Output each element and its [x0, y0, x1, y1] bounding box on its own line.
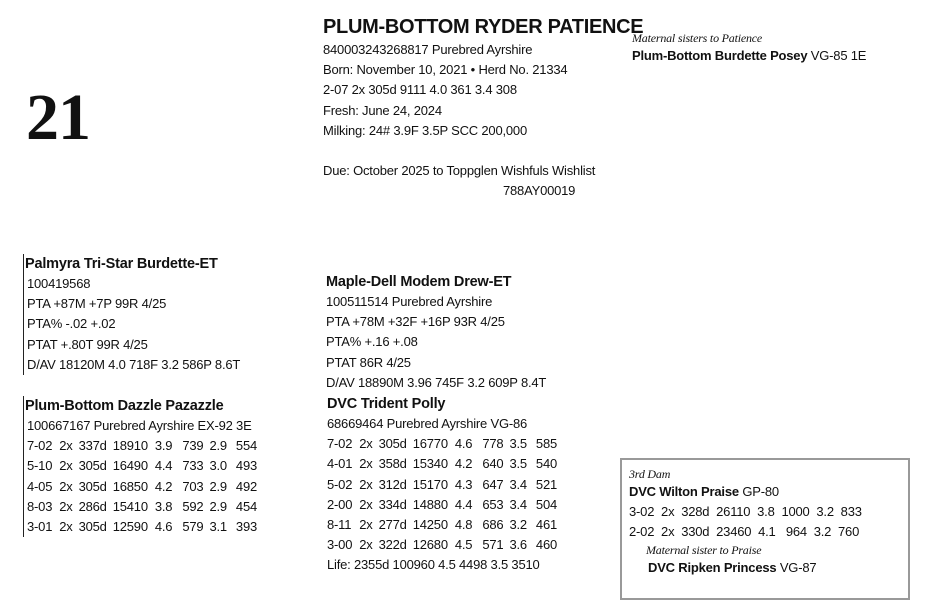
record-cell: 3.4 — [509, 476, 527, 492]
record-cell: 640 — [482, 456, 504, 472]
record-cell: 7-02 — [327, 436, 353, 452]
record-cell: 14250 — [412, 517, 448, 533]
dam-block — [23, 396, 257, 537]
record-cell: 460 — [535, 537, 558, 553]
record-cell: 4.6 — [154, 519, 173, 535]
maternal-sister-name: Plum-Bottom Burdette Posey — [632, 48, 808, 63]
dams-dam-record-row — [327, 454, 557, 474]
record-cell: 305d — [78, 478, 107, 494]
dams-dam-name: DVC Trident Polly — [327, 396, 446, 412]
record-cell: 4.8 — [454, 517, 473, 533]
record-cell: 2x — [59, 478, 73, 494]
dam-record-row — [27, 456, 257, 476]
dams-dam-record-row — [327, 495, 557, 515]
sire-name: Palmyra Tri-Star Burdette-ET — [25, 256, 218, 272]
record-cell: 2-00 — [327, 496, 353, 512]
record-cell: 4.2 — [454, 456, 473, 472]
animal-record: 2-07 2x 305d 9111 4.0 361 3.4 308 — [323, 82, 517, 98]
animal-born: Born: November 10, 2021 • Herd No. 21334 — [323, 62, 568, 78]
record-cell: 4-01 — [327, 456, 353, 472]
animal-info — [323, 14, 644, 201]
animal-name: PLUM-BOTTOM RYDER PATIENCE — [323, 16, 644, 38]
record-cell: 554 — [235, 438, 258, 454]
record-cell: 15170 — [412, 476, 448, 492]
record-cell: 5-10 — [27, 458, 53, 474]
record-cell: 733 — [182, 458, 204, 474]
record-cell: 3.4 — [509, 496, 527, 512]
record-cell: 8-03 — [27, 498, 53, 514]
record-cell: 521 — [535, 476, 558, 492]
record-cell: 3.5 — [509, 456, 527, 472]
dams-dam-record-row — [327, 434, 557, 454]
sire-line: PTA +87M +7P 99R 4/25 — [27, 296, 167, 312]
dams-dam-record-row — [327, 515, 557, 535]
animal-fresh: Fresh: June 24, 2024 — [323, 102, 442, 118]
dams-sire-block — [326, 272, 546, 393]
dams-sire-line: PTA +78M +32F +16P 93R 4/25 — [326, 314, 505, 330]
record-cell: 2x — [359, 496, 373, 512]
record-cell: 3.9 — [154, 438, 173, 454]
record-cell: 2x — [59, 458, 73, 474]
dam-registration: 100667167 Purebred Ayrshire EX-92 3E — [27, 418, 252, 433]
dams-sire-line: PTA% +.16 +.08 — [326, 334, 418, 350]
dams-dam-record-row — [327, 535, 557, 555]
record-cell: 493 — [235, 458, 258, 474]
record-cell: 16490 — [112, 458, 148, 474]
record-cell: 2.9 — [209, 438, 227, 454]
dams-dam-registration: 68669464 Purebred Ayrshire VG-86 — [327, 416, 528, 431]
record-cell: 739 — [182, 438, 204, 454]
record-cell: 454 — [235, 498, 258, 514]
record-cell: 2.9 — [209, 498, 227, 514]
record-cell: 12590 — [112, 519, 148, 535]
maternal-sisters — [632, 30, 866, 66]
record-cell: 2x — [359, 517, 373, 533]
record-cell: 3.0 — [209, 458, 227, 474]
dam-records-table — [27, 436, 257, 537]
animal-registration: 840003243268817 Purebred Ayrshire — [323, 42, 533, 57]
third-dam-name: DVC Wilton Praise — [629, 484, 739, 499]
dam-record-row — [27, 477, 257, 497]
dams-dam-records-table — [327, 434, 557, 555]
due-sire-code: 788AY00019 — [503, 183, 576, 199]
sire-block — [23, 254, 240, 375]
record-cell: 7-02 — [27, 438, 53, 454]
record-cell: 571 — [482, 537, 504, 553]
dam-record-row — [27, 497, 257, 517]
record-cell: 4.5 — [454, 537, 473, 553]
lot-number: 21 — [26, 81, 90, 154]
record-cell: 5-02 — [327, 476, 353, 492]
record-cell: 4.4 — [454, 496, 473, 512]
dam-name: Plum-Bottom Dazzle Pazazzle — [25, 398, 224, 414]
record-cell: 585 — [535, 436, 558, 452]
animal-milking: Milking: 24# 3.9F 3.5P SCC 200,000 — [323, 122, 527, 138]
record-cell: 3.8 — [154, 498, 173, 514]
spacer — [323, 141, 613, 161]
record-cell: 18910 — [112, 438, 148, 454]
record-cell: 3-00 — [327, 537, 353, 553]
record-cell: 647 — [482, 476, 504, 492]
record-cell: 2x — [359, 456, 373, 472]
record-cell: 337d — [78, 438, 107, 454]
record-cell: 3.5 — [509, 436, 527, 452]
record-cell: 2x — [359, 436, 373, 452]
record-cell: 4.4 — [154, 458, 173, 474]
dams-sire-line: D/AV 18890M 3.96 745F 3.2 609P 8.4T — [326, 374, 547, 390]
record-cell: 15340 — [412, 456, 448, 472]
sire-line: 100419568 — [27, 276, 91, 291]
record-cell: 540 — [535, 456, 558, 472]
record-cell: 15410 — [112, 498, 148, 514]
record-cell: 2x — [59, 519, 73, 535]
record-cell: 592 — [182, 498, 204, 514]
third-dam-box — [620, 458, 910, 600]
third-dam-sister-classification: VG-87 — [776, 560, 817, 575]
third-dam-caption: 3rd Dam — [629, 467, 671, 481]
record-cell: 2x — [59, 498, 73, 514]
record-cell: 277d — [378, 517, 407, 533]
third-dam-classification: GP-80 — [738, 484, 779, 499]
record-cell: 579 — [182, 519, 204, 535]
record-cell: 3.2 — [509, 517, 527, 533]
sire-line: PTAT +.80T 99R 4/25 — [27, 336, 148, 352]
dams-dam-record-row — [327, 475, 557, 495]
dams-sire-line: 100511514 Purebred Ayrshire — [326, 294, 493, 309]
record-cell: 3-01 — [27, 519, 53, 535]
record-cell: 2x — [359, 476, 373, 492]
dams-dam-lifetime: Life: 2355d 100960 4.5 4498 3.5 3510 — [327, 557, 540, 573]
record-cell: 393 — [235, 519, 258, 535]
animal-due: Due: October 2025 to Toppglen Wishfuls Wishlist — [323, 163, 596, 179]
record-cell: 4-05 — [27, 478, 53, 494]
third-dam-sister-caption: Maternal sister to Praise — [646, 543, 762, 557]
dam-record-row — [27, 517, 257, 537]
record-cell: 3.6 — [509, 537, 527, 553]
record-cell: 4.2 — [154, 478, 173, 494]
record-cell: 16770 — [412, 436, 448, 452]
maternal-sisters-caption: Maternal sisters to Patience — [632, 31, 763, 45]
record-cell: 504 — [535, 496, 558, 512]
record-cell: 492 — [235, 478, 258, 494]
record-cell: 8-11 — [327, 517, 352, 533]
record-cell: 2x — [59, 438, 73, 454]
record-cell: 703 — [182, 478, 204, 494]
record-cell: 778 — [482, 436, 504, 452]
dams-dam-block — [327, 394, 557, 576]
sire-line: PTA% -.02 +.02 — [27, 316, 116, 332]
record-cell: 305d — [378, 436, 407, 452]
record-cell: 322d — [378, 537, 407, 553]
dam-record-row — [27, 436, 257, 456]
third-dam-sister-name: DVC Ripken Princess — [648, 560, 777, 575]
third-dam-record: 2-02 2x 330d 23460 4.1 964 3.2 760 — [629, 524, 860, 539]
dams-sire-line: PTAT 86R 4/25 — [326, 354, 411, 370]
dams-sire-name: Maple-Dell Modem Drew-ET — [326, 274, 512, 290]
record-cell: 312d — [378, 476, 407, 492]
sire-line: D/AV 18120M 4.0 718F 3.2 586P 8.6T — [27, 356, 241, 372]
record-cell: 334d — [378, 496, 407, 512]
record-cell: 305d — [78, 519, 107, 535]
record-cell: 686 — [482, 517, 504, 533]
record-cell: 653 — [482, 496, 504, 512]
record-cell: 4.3 — [454, 476, 473, 492]
record-cell: 16850 — [112, 478, 148, 494]
record-cell: 358d — [378, 456, 407, 472]
record-cell: 2.9 — [209, 478, 227, 494]
maternal-sister-classification: VG-85 1E — [807, 48, 867, 63]
record-cell: 2x — [359, 537, 373, 553]
record-cell: 4.6 — [454, 436, 473, 452]
record-cell: 461 — [535, 517, 558, 533]
record-cell: 14880 — [412, 496, 448, 512]
record-cell: 286d — [78, 498, 107, 514]
record-cell: 305d — [78, 458, 107, 474]
third-dam-record: 3-02 2x 328d 26110 3.8 1000 3.2 833 — [629, 504, 862, 519]
record-cell: 3.1 — [209, 519, 227, 535]
record-cell: 12680 — [412, 537, 448, 553]
